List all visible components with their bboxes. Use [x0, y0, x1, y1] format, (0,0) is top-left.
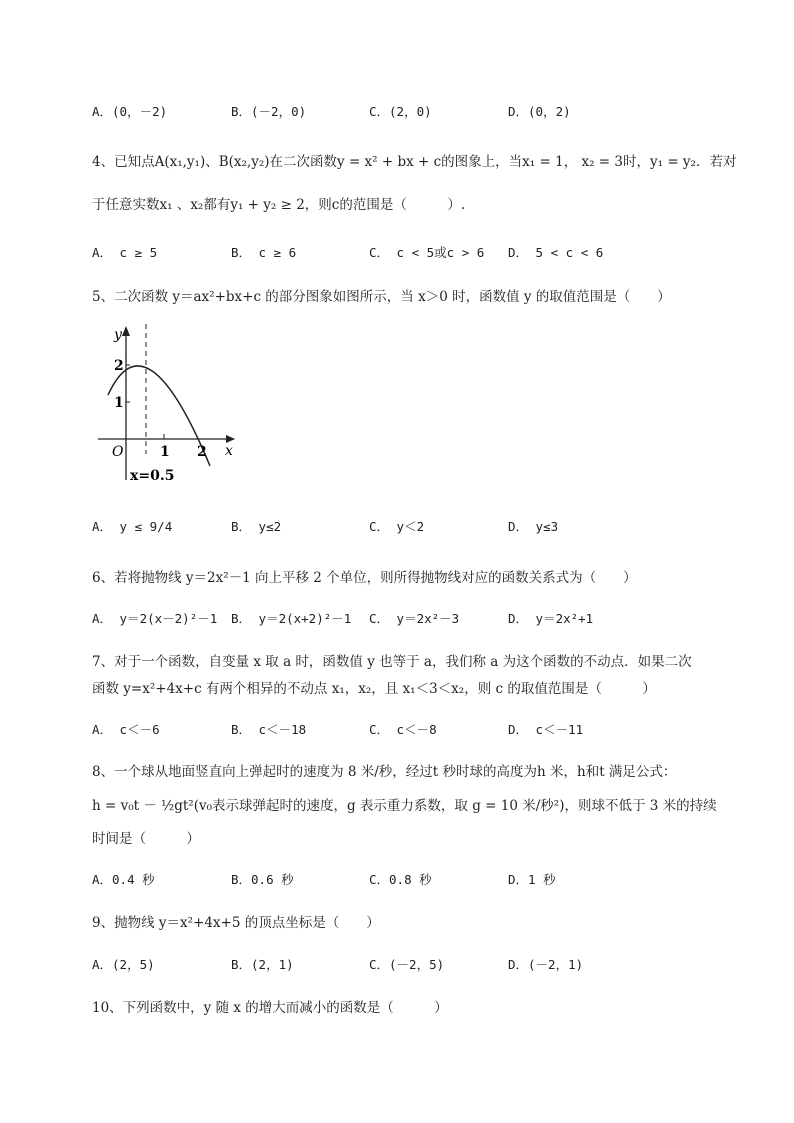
q4-option-a: A． c ≥ 5 — [92, 245, 158, 260]
q4-option-c: C． c < 5或c > 6 — [369, 245, 485, 260]
q8-stem-line3: 时间是（ ） — [92, 831, 200, 847]
q9-option-c: C．(－2，5) — [369, 957, 445, 972]
q5-option-d: D． y≤3 — [508, 519, 559, 534]
q7-option-c: C． c＜－8 — [369, 722, 437, 737]
x-tick-label-2: 2 — [197, 444, 207, 460]
q6-stem: 6、若将抛物线 y＝2x²－1 向上平移 2 个单位，则所得抛物线对应的函数关系式为（ ） — [92, 570, 637, 586]
q6-option-a: A． y＝2(x－2)²－1 — [92, 611, 218, 626]
q5-option-c: C． y＜2 — [369, 519, 425, 534]
origin-label: O — [112, 444, 124, 460]
q7-option-d: D． c＜－11 — [508, 722, 584, 737]
q10-stem: 10、下列函数中，y 随 x 的增大而减小的函数是（ ） — [92, 1000, 448, 1016]
q7-stem-line2: 函数 y=x²+4x+c 有两个相异的不动点 x₁，x₂，且 x₁＜3＜x₂，则 c 的取值范围是（ ） — [92, 681, 656, 697]
y-axis-arrow — [122, 326, 130, 336]
q6-option-b: B． y＝2(x+2)²－1 — [231, 611, 352, 626]
q8-option-a: A．0.4 秒 — [92, 872, 155, 887]
q9-option-a: A．(2，5) — [92, 957, 155, 972]
q9-stem: 9、抛物线 y＝x²+4x+5 的顶点坐标是（ ） — [92, 915, 380, 931]
q5-option-a: A． y ≤ 9/4 — [92, 519, 173, 534]
q9-option-d: D．(－2，1) — [508, 957, 584, 972]
q8-option-c: C．0.8 秒 — [369, 872, 432, 887]
x-axis-label: x — [225, 443, 233, 459]
q8-stem-line2: h = v₀t － ½gt²(v₀表示球弹起时的速度，g 表示重力系数，取 g = 10 米/秒²)，则球不低于 3 米的持续 — [92, 798, 717, 814]
q4-option-b: B． c ≥ 6 — [231, 245, 297, 260]
q5-parabola-graph — [92, 318, 252, 488]
y-axis-label: y — [114, 327, 122, 343]
x-axis-arrow — [226, 435, 235, 443]
q4-stem-line1: 4、已知点A(x₁,y₁)、B(x₂,y₂)在二次函数y = x² + bx + c的图象上，当x₁ = 1， x₂ = 3时，y₁ = y₂．若对 — [92, 154, 737, 170]
q6-option-c: C． y＝2x²－3 — [369, 611, 460, 626]
q8-stem-line1: 8、一个球从地面竖直向上弹起时的速度为 8 米/秒，经过t 秒时球的高度为h 米，h和t 满足公式： — [92, 764, 677, 780]
q6-option-d: D． y＝2x²+1 — [508, 611, 594, 626]
q7-stem-line1: 7、对于一个函数，自变量 x 取 a 时，函数值 y 也等于 a，我们称 a 为这个函数的不动点．如果二次 — [92, 654, 692, 670]
q7-option-a: A． c＜－6 — [92, 722, 160, 737]
q5-stem: 5、二次函数 y＝ax²+bx+c 的部分图象如图所示，当 x＞0 时，函数值 y 的取值范围是（ ） — [92, 289, 671, 305]
q5-option-b: B． y≤2 — [231, 519, 282, 534]
q4-option-d: D． 5 < c < 6 — [508, 245, 604, 260]
q3-option-a: A．(0，－2) — [92, 104, 168, 119]
q8-option-b: B．0.6 秒 — [231, 872, 294, 887]
y-tick-label-1: 1 — [114, 395, 124, 411]
q3-option-c: C．(2，0) — [369, 104, 432, 119]
x-tick-label-1: 1 — [160, 444, 170, 460]
axis-of-symmetry-label: x=0.5 — [130, 468, 175, 484]
q3-option-d: D．(0，2) — [508, 104, 571, 119]
q8-option-d: D．1 秒 — [508, 872, 556, 887]
y-tick-label-2: 2 — [114, 358, 124, 374]
q9-option-b: B．(2，1) — [231, 957, 294, 972]
q7-option-b: B． c＜－18 — [231, 722, 307, 737]
q3-option-b: B．(－2，0) — [231, 104, 307, 119]
q4-stem-line2: 于任意实数x₁ 、x₂都有y₁ + y₂ ≥ 2，则c的范围是（ ）. — [92, 197, 466, 213]
